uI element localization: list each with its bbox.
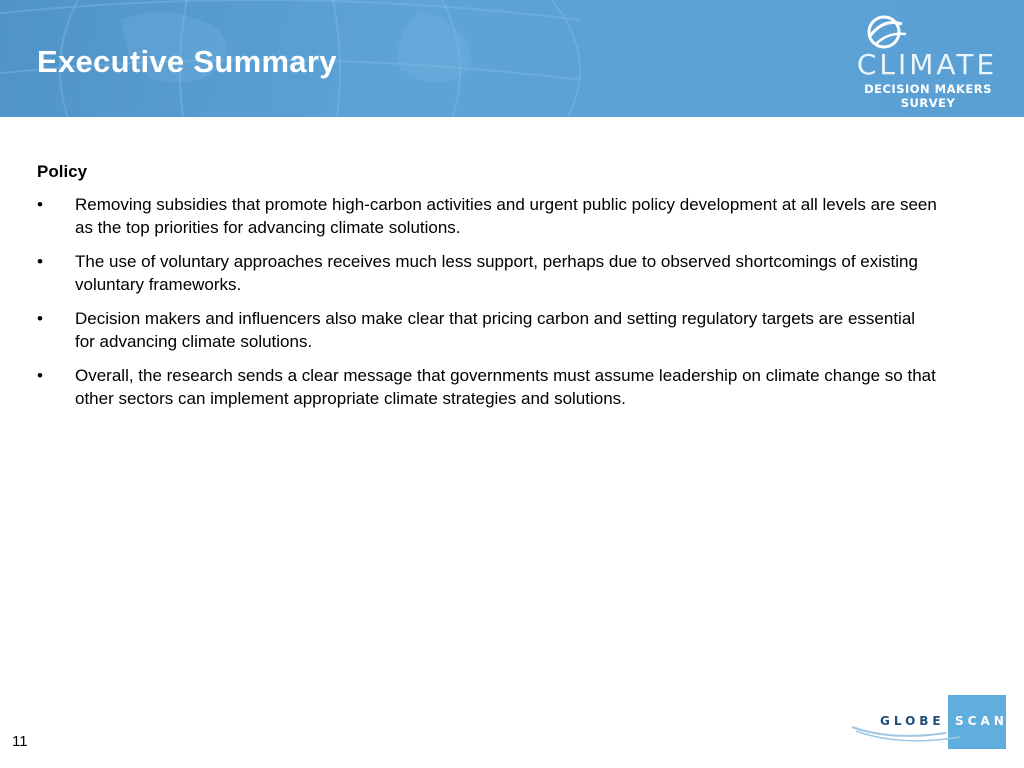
list-item xyxy=(37,307,937,353)
page-title: Executive Summary xyxy=(37,44,337,79)
bullet-text: Removing subsidies that promote high-carbon activities and urgent public policy development at all levels are seen as the top priorities for advancing climate solutions. xyxy=(75,195,937,237)
globescan-logo xyxy=(850,693,1010,753)
bullet-icon: • xyxy=(37,252,43,271)
page-number: 11 xyxy=(12,733,28,750)
list-item xyxy=(37,364,937,410)
logo-text-globe: GLOBE xyxy=(880,714,945,728)
bullet-text: Decision makers and influencers also make clear that pricing carbon and setting regulatory targets are essential for advancing climate solutions. xyxy=(75,309,916,351)
brand-word: CLIMATE xyxy=(856,48,998,81)
brand-subtitle: DECISION MAKERS SURVEY xyxy=(864,82,992,110)
leaf-globe-icon xyxy=(858,14,914,50)
bullet-text: The use of voluntary approaches receives much less support, perhaps due to observed shortcomings of existing voluntary frameworks. xyxy=(75,252,918,294)
list-item xyxy=(37,193,937,239)
slide-body xyxy=(37,160,937,421)
bullet-icon: • xyxy=(37,309,43,328)
bullet-icon: • xyxy=(37,366,43,385)
logo-text-scan: SCAN xyxy=(955,714,1008,728)
bullet-list xyxy=(37,193,937,410)
slide-header xyxy=(0,0,1024,117)
section-heading: Policy xyxy=(37,162,88,181)
list-item xyxy=(37,250,937,296)
bullet-icon: • xyxy=(37,195,43,214)
climate-survey-logo xyxy=(852,14,1008,110)
bullet-text: Overall, the research sends a clear message that governments must assume leadership on climate change so that other sectors can implement appropriate climate strategies and solutions. xyxy=(75,366,936,408)
